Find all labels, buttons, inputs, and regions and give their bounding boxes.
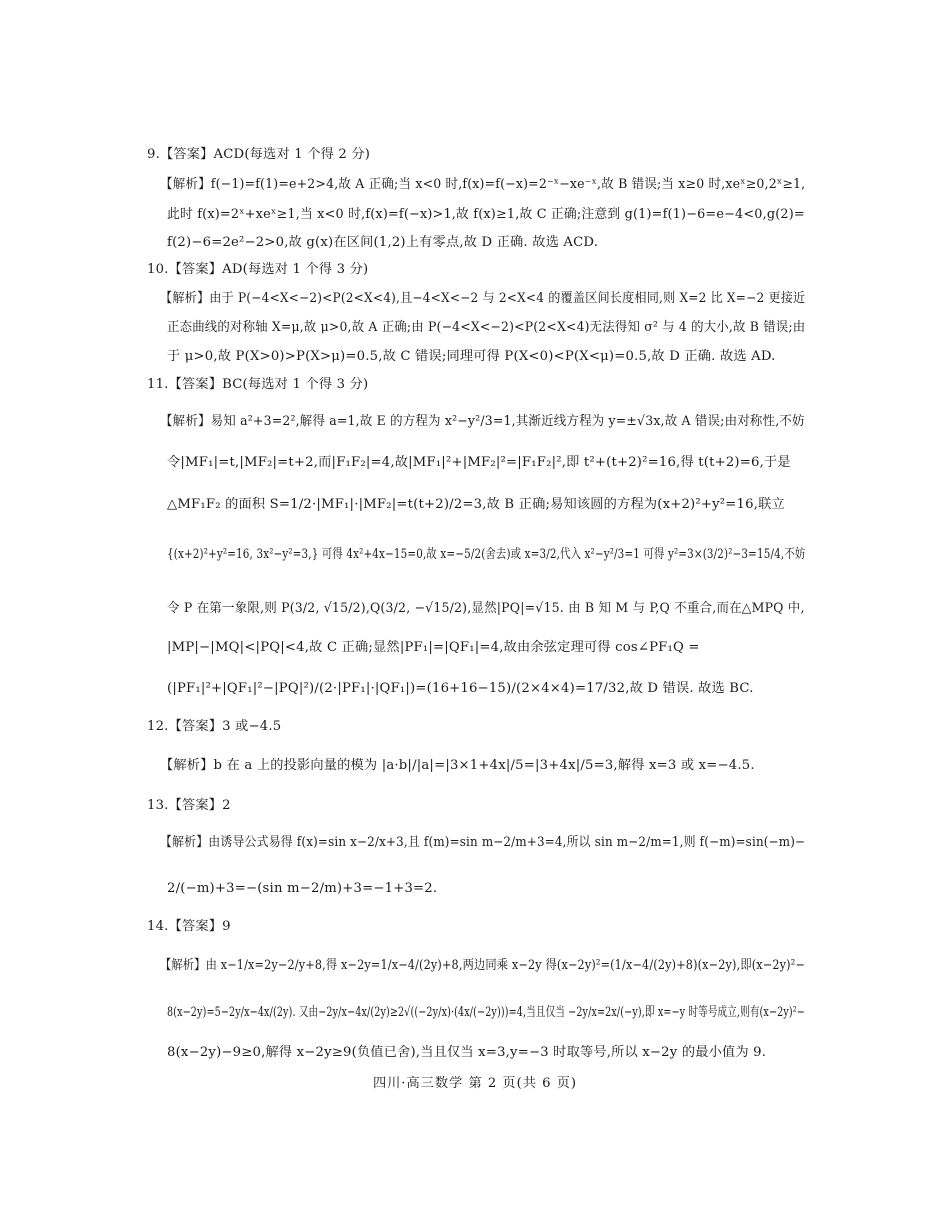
q14-analysis-line: 8(x−2y)=5−2y/x−4x/(2y). 又由−2y/x−4x/(2y)≥2√((−2y/x)·(4x/(−2y)))=4,当且仅当 −2y/x=2x/(−y),即 x=−y 时等号成立,则有(x−2y)²− [167,1005,805,1020]
q11-analysis-line: △MF₁F₂ 的面积 S=1/2·|MF₁|·|MF₂|=t(t+2)/2=3,故 B 正确;易知该圆的方程为(x+2)²+y²=16,联立 [167,497,785,512]
q10-analysis-line: 正态曲线的对称轴 X=μ,故 μ>0,故 A 正确;由 P(−4<X<−2)<P(2<X<4)无法得知 σ² 与 4 的大小,故 B 错误;由 [167,320,806,335]
q9-analysis-line: f(2)−6=2e²−2>0,故 g(x)在区间(1,2)上有零点,故 D 正确. 故选 ACD. [167,235,599,250]
q10-analysis-line: 【解析】由于 P(−4<X<−2)<P(2<X<4),且−4<X<−2 与 2<X<4 的覆盖区间长度相同,则 X=2 比 X=−2 更接近 [160,291,806,306]
q10-analysis-line: 于 μ>0,故 P(X>0)>P(X>μ)=0.5,故 C 错误;同理可得 P(X<0)<P(X<μ)=0.5,故 D 正确. 故选 AD. [167,349,776,364]
q10-answer: 10.【答案】AD(每选对 1 个得 3 分) [147,262,369,277]
q12-analysis-line: 【解析】b 在 a 上的投影向量的模为 |a·b|/|a|=|3×1+4x|/5=|3+4x|/5=3,解得 x=3 或 x=−4.5. [160,758,755,773]
q9-answer: 9.【答案】ACD(每选对 1 个得 2 分) [147,147,371,162]
q13-answer: 13.【答案】2 [147,798,231,813]
page-footer: 四川·高三数学 第 2 页(共 6 页) [372,1076,578,1091]
q9-analysis-line: 【解析】f(−1)=f(1)=e+2>4,故 A 正确;当 x<0 时,f(x)=f(−x)=2⁻ˣ−xe⁻ˣ,故 B 错误;当 x≥0 时,xeˣ≥0,2ˣ≥1, [160,177,806,192]
q11-analysis-line: 令|MF₁|=t,|MF₂|=t+2,而|F₁F₂|=4,故|MF₁|²+|MF₂|²=|F₁F₂|²,即 t²+(t+2)²=16,得 t(t+2)=6,于是 [167,455,791,470]
q11-analysis-line: |MP|−|MQ|<|PQ|<4,故 C 正确;显然|PF₁|=|QF₁|=4,故由余弦定理可得 cos∠PF₁Q = [167,640,700,655]
q11-analysis-line: (|PF₁|²+|QF₁|²−|PQ|²)/(2·|PF₁|·|QF₁|)=(16+16−15)/(2×4×4)=17/32,故 D 错误. 故选 BC. [167,681,754,696]
q12-answer: 12.【答案】3 或−4.5 [147,719,282,734]
q11-analysis-line: {(x+2)²+y²=16, 3x²−y²=3,} 可得 4x²+4x−15=0,故 x=−5/2(舍去)或 x=3/2,代入 x²−y²/3=1 可得 y²=3×(3/2)²−3=15/4,不妨 [167,547,806,562]
q14-analysis-line: 8(x−2y)−9≥0,解得 x−2y≥9(负值已舍),当且仅当 x=3,y=−3 时取等号,所以 x−2y 的最小值为 9. [167,1045,767,1060]
q9-analysis-line: 此时 f(x)=2ˣ+xeˣ≥1,当 x<0 时,f(x)=f(−x)>1,故 f(x)≥1,故 C 正确;注意到 g(1)=f(1)−6=e−4<0,g(2)= [167,207,805,222]
q11-analysis-line: 令 P 在第一象限,则 P(3/2, √15/2),Q(3/2, −√15/2),显然|PQ|=√15. 由 B 知 M 与 P,Q 不重合,而在△MPQ 中, [167,601,805,616]
q11-answer: 11.【答案】BC(每选对 1 个得 3 分) [147,377,369,392]
q13-analysis-line: 2/(−m)+3=−(sin m−2/m)+3=−1+3=2. [167,881,438,896]
q13-analysis-line: 【解析】由诱导公式易得 f(x)=sin x−2/x+3,且 f(m)=sin m−2/m+3=4,所以 sin m−2/m=1,则 f(−m)=sin(−m)− [160,835,806,850]
q11-analysis-line: 【解析】易知 a²+3=2²,解得 a=1,故 E 的方程为 x²−y²/3=1,其渐近线方程为 y=±√3x,故 A 错误;由对称性,不妨 [160,414,805,429]
q14-answer: 14.【答案】9 [147,919,231,934]
q14-analysis-line: 【解析】由 x−1/x=2y−2/y+8,得 x−2y=1/x−4/(2y)+8,两边同乘 x−2y 得(x−2y)²=(1/x−4/(2y)+8)(x−2y),即(x−2y)²− [160,958,805,973]
